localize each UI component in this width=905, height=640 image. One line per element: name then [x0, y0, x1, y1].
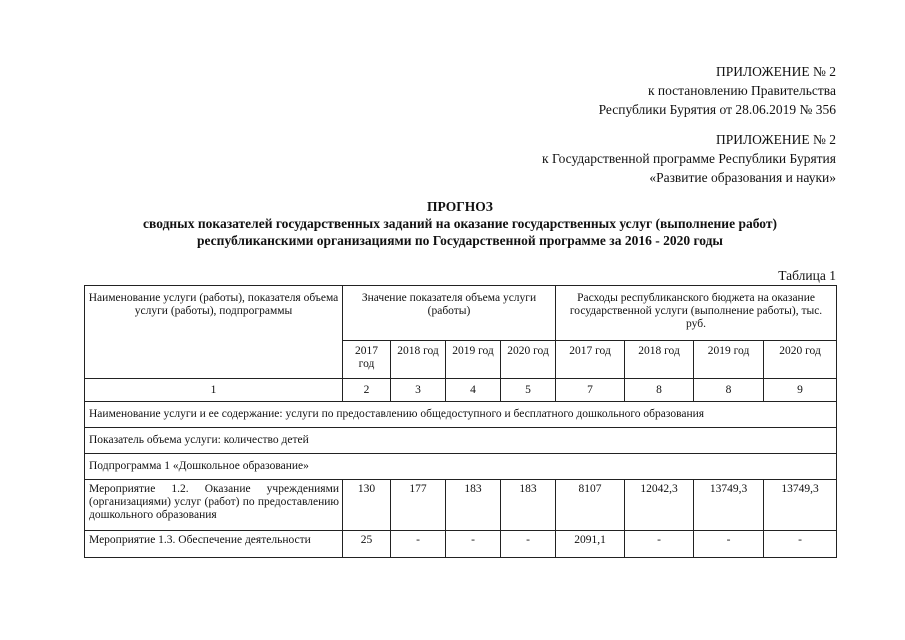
row-value: 8107 [556, 480, 625, 531]
row-name: Мероприятие 1.2. Оказание учреждениями (организациями) услуг (работ) по предоставлению дошкольного образования [85, 480, 343, 531]
appendix-line: к постановлению Правительства [647, 83, 836, 98]
appendix-header-decree [599, 62, 836, 119]
table-label: Таблица 1 [778, 268, 836, 283]
year-cell: 2019 год [694, 341, 764, 379]
section-row-indicator [85, 428, 837, 454]
row-value: - [694, 531, 764, 558]
year-cell: 2020 год [764, 341, 837, 379]
year-cell: 2020 год [501, 341, 556, 379]
forecast-table [84, 285, 837, 558]
column-number: 9 [764, 379, 837, 402]
year-cell: 2019 год [446, 341, 501, 379]
column-number-row [85, 379, 837, 402]
column-number: 8 [694, 379, 764, 402]
document-title [80, 198, 840, 249]
row-value: - [764, 531, 837, 558]
appendix-title: ПРИЛОЖЕНИЕ № 2 [715, 132, 836, 147]
year-cell: 2017 год [343, 341, 391, 379]
row-value: 13749,3 [694, 480, 764, 531]
appendix-line: к Государственной программе Республики Бурятия [542, 151, 836, 166]
column-number: 1 [85, 379, 343, 402]
row-value: 13749,3 [764, 480, 837, 531]
header-expense: Расходы республиканского бюджета на оказание государственной услуги (выполнение работы), тыс. руб. [556, 286, 837, 341]
row-value: 130 [343, 480, 391, 531]
year-cell: 2018 год [625, 341, 694, 379]
section-indicator: Показатель объема услуги: количество детей [85, 428, 837, 454]
title-heading: ПРОГНОЗ [427, 199, 493, 214]
column-number: 8 [625, 379, 694, 402]
title-line: сводных показателей государственных заданий на оказание государственных услуг (выполнение работ) [143, 216, 777, 231]
section-subprogram: Подпрограмма 1 «Дошкольное образование» [85, 454, 837, 480]
section-row-subprogram [85, 454, 837, 480]
section-row-service [85, 402, 837, 428]
row-name: Мероприятие 1.3. Обеспечение деятельности [85, 531, 343, 558]
appendix-header-program [542, 130, 836, 187]
year-cell: 2017 год [556, 341, 625, 379]
appendix-line: Республики Бурятия от 28.06.2019 № 356 [598, 102, 836, 117]
row-value: 25 [343, 531, 391, 558]
header-name: Наименование услуги (работы), показателя объема услуги (работы), подпрограммы [85, 286, 343, 379]
column-number: 7 [556, 379, 625, 402]
table-header-row [85, 286, 837, 341]
row-value: 183 [446, 480, 501, 531]
section-service: Наименование услуги и ее содержание: услуги по предоставлению общедоступного и бесплатного дошкольного образования [85, 402, 837, 428]
column-number: 2 [343, 379, 391, 402]
year-cell: 2018 год [391, 341, 446, 379]
column-number: 3 [391, 379, 446, 402]
table-row [85, 480, 837, 531]
column-number: 4 [446, 379, 501, 402]
header-value: Значение показателя объема услуги (работы) [343, 286, 556, 341]
appendix-title: ПРИЛОЖЕНИЕ № 2 [715, 64, 836, 79]
row-value: 2091,1 [556, 531, 625, 558]
row-value: - [446, 531, 501, 558]
row-value: 177 [391, 480, 446, 531]
column-number: 5 [501, 379, 556, 402]
table-row [85, 531, 837, 558]
appendix-line: «Развитие образования и науки» [649, 170, 836, 185]
title-line: республиканскими организациями по Государственной программе за 2016 - 2020 годы [197, 233, 723, 248]
row-value: - [501, 531, 556, 558]
row-value: - [625, 531, 694, 558]
row-value: 12042,3 [625, 480, 694, 531]
row-value: 183 [501, 480, 556, 531]
row-value: - [391, 531, 446, 558]
